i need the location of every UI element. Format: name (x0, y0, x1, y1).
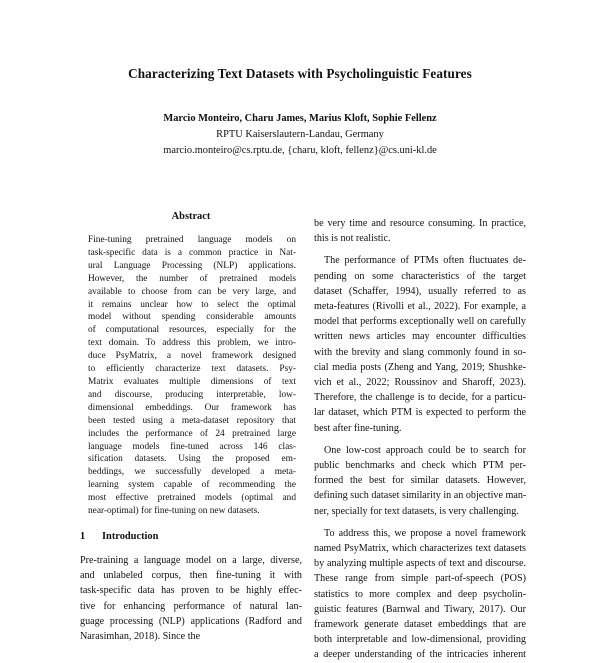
text-line: of computational resources, especially for the (88, 325, 296, 336)
paragraph-gap (314, 246, 526, 253)
text-line: a deeper understanding of the intricacies inherent (314, 649, 526, 661)
text-line: defining such dataset similarity in an objective man- (314, 490, 527, 502)
text-line: sification datasets. Using the proposed em- (88, 454, 296, 465)
text-line: duce PsyMatrix, a novel framework designed (88, 351, 296, 362)
text-line: learning system capable of recommending the (88, 480, 296, 491)
text-line: task-specific data has proven to be highly effec- (80, 585, 302, 597)
text-line: both interpretable and low-dimensional, providing (314, 634, 526, 646)
section-title: Introduction (102, 531, 159, 542)
text-line: Therefore, the challenge is to decide, for a particu- (314, 392, 526, 404)
text-line: written news articles may encounter difficulties (314, 331, 526, 343)
section-number: 1 (80, 531, 86, 542)
author-list: Marcio Monteiro, Charu James, Marius Kloft, Sophie Fellenz (163, 113, 437, 124)
text-line: One low-cost approach could be to search for (324, 444, 526, 456)
affiliation: RPTU Kaiserslautern-Landau, Germany (216, 129, 384, 140)
text-line: Matrix evaluates multiple dimensions of text (88, 376, 296, 387)
paper-title: Characterizing Text Datasets with Psycholinguistic Features (128, 66, 472, 81)
text-line: it remains unclear how to select the optimal (88, 299, 296, 310)
text-line: public benchmarks and check which PTM per- (314, 460, 526, 472)
text-line: guage processing (NLP) applications (Radford and (80, 615, 302, 627)
introduction-body (80, 553, 302, 644)
text-line: ner, specially for text datasets, is very challenging. (314, 505, 519, 517)
text-line: and unlabeled corpus, then fine-tuning it with (80, 570, 302, 582)
text-line: task-specific data is a common practice in Nat- (88, 247, 296, 258)
text-line: dimensional embeddings. Our framework has (88, 402, 296, 413)
text-line: formed the best for similar datasets. However, (314, 475, 526, 487)
text-line: Fine-tuning pretrained language models on (88, 235, 296, 245)
text-line: named PsyMatrix, which characterizes text datasets (314, 543, 526, 555)
right-column-body (314, 216, 526, 663)
text-line: dataset (Schaffer, 1994), usually referred to as (314, 285, 526, 297)
text-line: available to choose from can be very large, and (88, 286, 296, 297)
text-line: To address this, we propose a novel framework (324, 527, 526, 539)
text-line: text domain. To address this problem, we intro- (88, 338, 296, 349)
text-line: by analyzing multiple aspects of text and discourse. (314, 558, 526, 570)
abstract-heading: Abstract (171, 211, 211, 222)
paragraph (314, 526, 526, 663)
paragraph-gap (314, 519, 526, 526)
paragraph-gap (314, 436, 526, 443)
text-line: been tested using a meta-dataset repository that (88, 415, 296, 426)
text-line: framework generate dataset embeddings that are (314, 619, 526, 631)
text-line: ural Language Processing (NLP) applications. (88, 260, 296, 271)
text-line: and discourse, producing interpretable, low- (88, 389, 296, 400)
text-line: However, the number of pretrained models (88, 273, 296, 284)
text-line: guistic features (Barnwal and Tiwary, 2017). Our (314, 603, 526, 615)
paragraph (314, 216, 526, 246)
text-line: vich et al., 2022; Roussinov and Sharoff, 2023). (314, 377, 526, 389)
text-line: best after fine-tuning. (314, 422, 402, 434)
text-line: includes the performance of 24 pretrained large (88, 428, 296, 439)
paragraph (314, 443, 526, 519)
text-line: to efficiently characterize text datasets. Psy- (88, 364, 296, 375)
text-line: meta-features (Rivolli et al., 2022). For example, a (314, 301, 526, 313)
section-heading-introduction (80, 531, 158, 542)
text-line: most effective pretrained models (optimal and (88, 493, 296, 504)
text-line: These range from simple part-of-speech (POS) (314, 573, 526, 585)
paragraph (314, 253, 526, 435)
text-line: tive for enhancing performance of natural lan- (80, 600, 302, 612)
author-emails: marcio.monteiro@cs.rptu.de, {charu, kloft, fellenz}@cs.uni-kl.de (163, 145, 437, 156)
text-line: cial media posts (Zheng and Yang, 2019; Shushke- (314, 361, 526, 373)
text-line: this is not realistic. (314, 233, 391, 245)
text-line: statistics to more complex and deep psycholin- (314, 588, 526, 600)
text-line: lar dataset, which PTM is expected to perform the (314, 407, 526, 419)
text-line: Narasimhan, 2018). Since the (80, 631, 201, 643)
text-line: Pre-training a language model on a large, diverse, (80, 555, 302, 566)
abstract-body (88, 234, 296, 518)
text-line: language models fine-tuned across 146 clas- (88, 441, 296, 452)
text-line: pending on some characteristics of the target (314, 270, 526, 282)
text-line: be very time and resource consuming. In practice, (314, 218, 526, 229)
text-line: beddings, we successfully developed a meta- (88, 467, 296, 478)
text-line: with the brevity and slang commonly found in so- (314, 346, 526, 358)
text-line: model without spending considerable amounts (88, 312, 296, 323)
text-line: near-optimal) for fine-tuning on new datasets. (88, 506, 260, 517)
text-line: model that performs exceptionally well on carefully (314, 316, 526, 328)
text-line: The performance of PTMs often fluctuates de- (324, 255, 526, 267)
